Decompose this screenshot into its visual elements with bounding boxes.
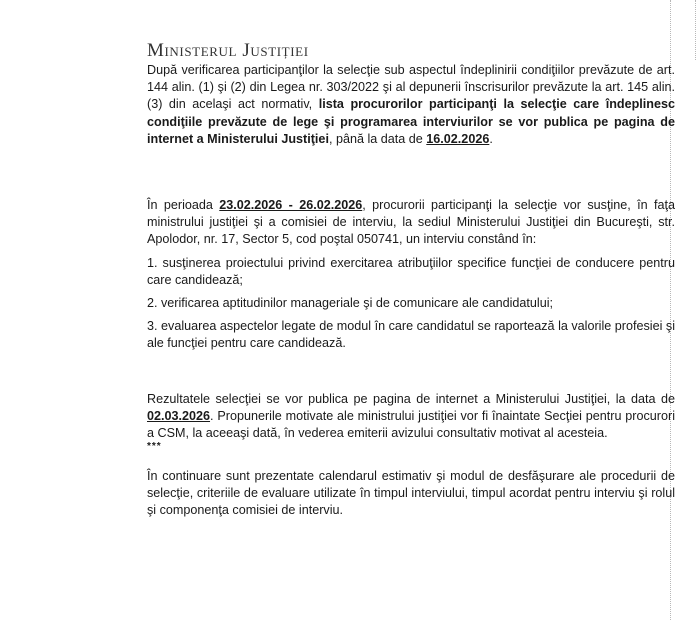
scan-edge-line bbox=[695, 0, 696, 60]
text: , până la data de bbox=[328, 131, 427, 146]
paragraph-verification bbox=[147, 62, 675, 148]
text: În perioada bbox=[147, 198, 220, 212]
text: , procurorii participanţi la selecţie vor susţine, în faţa ministrului justiţiei şi a comisiei de interviu, la sediul Ministerului Justiţiei din Bucureşti, str. Apolodor, nr. 17, Sector 5, cod poştal 050741, un interviu constând în: bbox=[147, 198, 675, 247]
text: . Propunerile motivate ale ministrului justiţiei vor fi înaintate Secţiei pentru procurori a CSM, la aceeaşi dată, în vederea emiterii avizului consultativ motivat al acesteia. bbox=[147, 409, 675, 441]
paragraph-results bbox=[147, 391, 675, 443]
bold-text: lista procurorilor participanţi la selecţie care îndeplinesc condiţiile prevăzute de lege şi programarea interviurilor se vor publica pe pagina de internet a Ministerului Justiţiei bbox=[147, 97, 675, 146]
text: Rezultatele selecţiei se vor publica pe pagina de internet a Ministerului Justiţiei, la data de bbox=[147, 392, 675, 406]
results-date: 02.03.2026 bbox=[147, 409, 211, 424]
list-item: 1. susţinerea proiectului privind exercitarea atribuţiilor specifice funcţiei de conducere pentru care candidează; bbox=[147, 255, 675, 287]
list-item: 3. evaluarea aspectelor legate de modul în care candidatul se raportează la valorile profesiei şi ale funcţiei pentru care candidează. bbox=[147, 319, 675, 351]
paragraph-continuation bbox=[147, 468, 675, 520]
deadline-date: 16.02.2026 bbox=[426, 131, 490, 146]
list-item: 2. verificarea aptitudinilor manageriale şi de comunicare ale candidatului; bbox=[147, 296, 554, 311]
text: În continuare sunt prezentate calendarul estimativ şi modul de desfăşurare ale procedurii de selecţie, criteriile de evaluare utilizate în timpul interviului, timpul acordat pentru interviu şi rolul şi componenţa comisiei de interviu. bbox=[147, 469, 675, 518]
paragraph-interview-period bbox=[147, 197, 675, 359]
ministry-title: Ministerul Justiției bbox=[147, 40, 309, 61]
text: . bbox=[489, 131, 493, 146]
text: După verificarea participanţilor la selecţie sub aspectul îndeplinirii condiţiilor prevăzute de art. 144 alin. (1) şi (2) din Legea nr. 303/2022 şi al depunerii înscrisurilor prevăzute la art. 145 alin. (3) din acelaşi act normativ, bbox=[147, 63, 675, 112]
interview-period-date: 23.02.2026 - 26.02.2026 bbox=[219, 198, 363, 212]
section-separator: *** bbox=[147, 441, 162, 452]
